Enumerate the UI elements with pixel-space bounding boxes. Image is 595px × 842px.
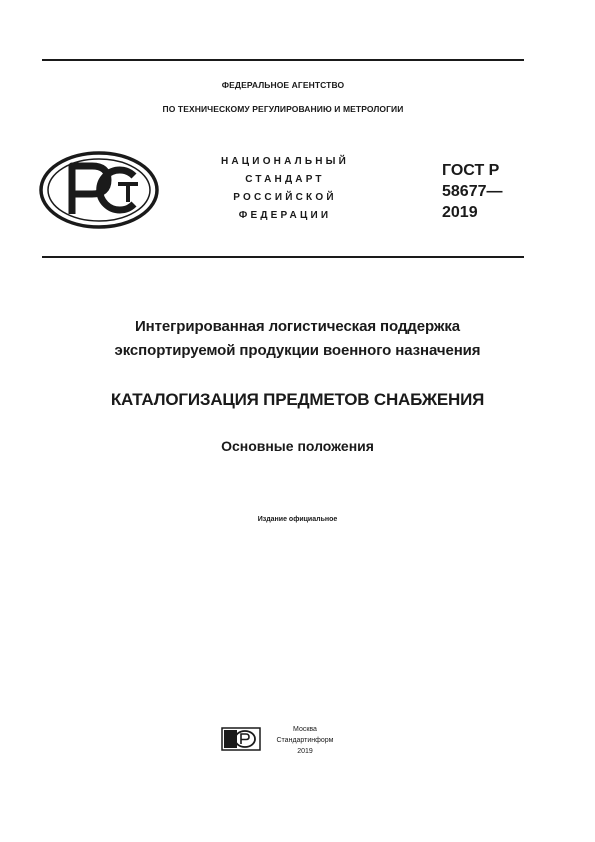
- designation-number: 58677—: [442, 183, 503, 200]
- agency-line-1: ФЕДЕРАЛЬНОЕ АГЕНТСТВО: [221, 80, 345, 90]
- designation-year: 2019: [442, 204, 478, 221]
- standard-type-line-3: РОССИЙСКОЙ: [233, 192, 337, 203]
- main-title: КАТАЛОГИЗАЦИЯ ПРЕДМЕТОВ СНАБЖЕНИЯ: [110, 390, 485, 409]
- middle-rule: [42, 256, 524, 258]
- agency-line-2: ПО ТЕХНИЧЕСКОМУ РЕГУЛИРОВАНИЮ И МЕТРОЛОГИИ: [162, 104, 404, 114]
- publisher-city: Москва: [293, 726, 317, 733]
- edition-note: Издание официальное: [257, 516, 338, 523]
- rst-logo-icon: [38, 150, 160, 230]
- publisher-name: Стандартинформ: [276, 737, 334, 744]
- standard-type-line-2: СТАНДАРТ: [245, 174, 325, 185]
- publisher-block: [262, 724, 348, 757]
- subtitle: Основные положения: [221, 438, 374, 454]
- standard-designation: [442, 160, 503, 223]
- title-line-1: Интегрированная логистическая поддержка: [134, 318, 461, 335]
- top-rule: [42, 59, 524, 61]
- publisher-year: 2019: [297, 748, 313, 755]
- title-line-2: экспортируемой продукции военного назначения: [114, 342, 481, 359]
- designation-prefix: ГОСТ Р: [442, 162, 500, 179]
- standard-type-line-4: ФЕДЕРАЦИИ: [238, 210, 332, 221]
- standard-type-line-1: НАЦИОНАЛЬНЫЙ: [220, 156, 350, 167]
- standartinform-logo-icon: [221, 727, 261, 751]
